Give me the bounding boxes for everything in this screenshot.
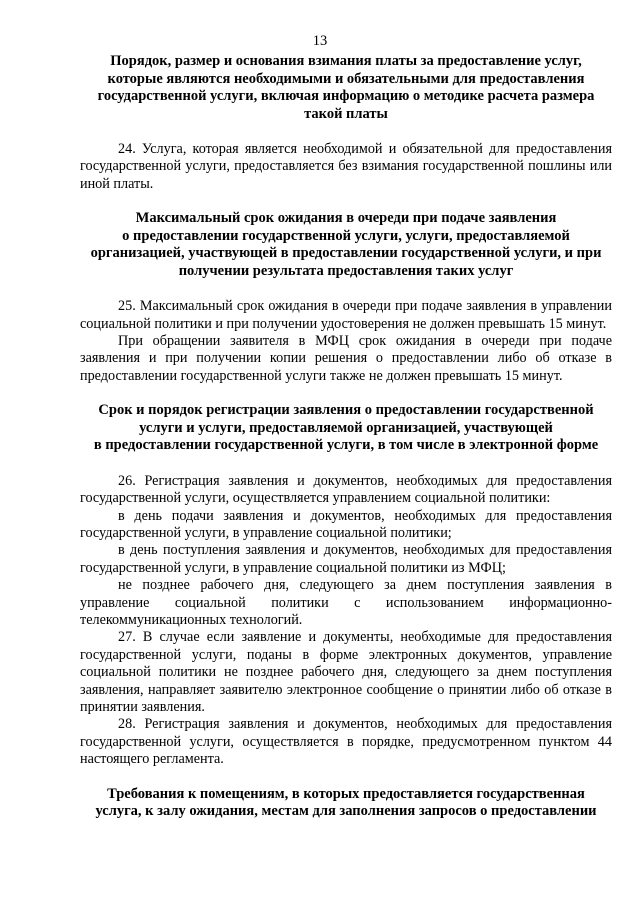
paragraph-27: 27. В случае если заявление и документы, необходимые для предоставления государственной услуги, поданы в форме электронных документов, управление социальной политики не позднее рабочего дня, следующего за днем поступления заявления, направляет заявителю электронное сообщение о принятии либо об отказе в принятии заявления. [80, 629, 612, 716]
paragraph-26: 26. Регистрация заявления и документов, необходимых для предоставления государственной услуги, осуществляется управлением социальной политики: [80, 472, 612, 507]
paragraph-25: 25. Максимальный срок ожидания в очереди при подаче заявления в управлении социальной политики и при получении удостоверения не должен превышать 15 минут. [80, 298, 612, 332]
document-body [80, 53, 612, 821]
heading-line: организацией, участвующей в предоставлении государственной услуги, и при [90, 245, 602, 262]
heading-line: такой платы [304, 105, 388, 122]
page-number: 13 [312, 33, 328, 49]
paragraph-mfc-queue: При обращении заявителя в МФЦ срок ожидания в очереди при подаче заявления и при получении копии решения о предоставлении либо об отказе в предоставлении государственной услуги также не должен превышать 15 минут. [80, 333, 612, 384]
heading-line: получении результата предоставления таких услуг [178, 262, 514, 279]
paragraph-26-item-3: не позднее рабочего дня, следующего за днем поступления заявления в управление социальной политики с использованием информационно-телекоммуникационных технологий. [80, 577, 612, 628]
heading-line: Срок и порядок регистрации заявления о предоставлении государственной [98, 402, 594, 419]
heading-line: о предоставлении государственной услуги, услуги, предоставляемой [122, 227, 570, 244]
section-heading-premises [80, 786, 612, 821]
paragraph-26-item-2: в день поступления заявления и документов, необходимых для предоставления государственной услуги, в управление социальной политики из МФЦ; [80, 542, 612, 576]
heading-line: Порядок, размер и основания взимания платы за предоставление услуг, [110, 53, 582, 69]
heading-line: в предоставлении государственной услуги, в том числе в электронной форме [93, 437, 599, 454]
section-heading-queue-time [80, 210, 612, 280]
heading-line: которые являются необходимыми и обязательными для предоставления [107, 70, 585, 87]
paragraph-24: 24. Услуга, которая является необходимой и обязательной для предоставления государственной услуги, предоставляется без взимания государственной пошлины или иной платы. [80, 141, 612, 192]
section-heading-registration [80, 402, 612, 455]
paragraph-28: 28. Регистрация заявления и документов, необходимых для предоставления государственной услуги, осуществляется в порядке, предусмотренном пунктом 44 настоящего регламента. [80, 716, 612, 768]
heading-line: услуга, к залу ожидания, местам для заполнения запросов о предоставлении [95, 803, 597, 820]
heading-line: Максимальный срок ожидания в очереди при подаче заявления [135, 210, 557, 227]
heading-line: государственной услуги, включая информацию о методике расчета размера [97, 88, 595, 104]
paragraph-26-item-1: в день подачи заявления и документов, необходимых для предоставления государственной услуги, в управление социальной политики; [80, 507, 612, 541]
heading-line: услуги и услуги, предоставляемой организацией, участвующей [139, 419, 553, 436]
heading-line: Требования к помещениям, в которых предоставляется государственная [107, 785, 585, 802]
section-heading-fees [80, 53, 612, 123]
